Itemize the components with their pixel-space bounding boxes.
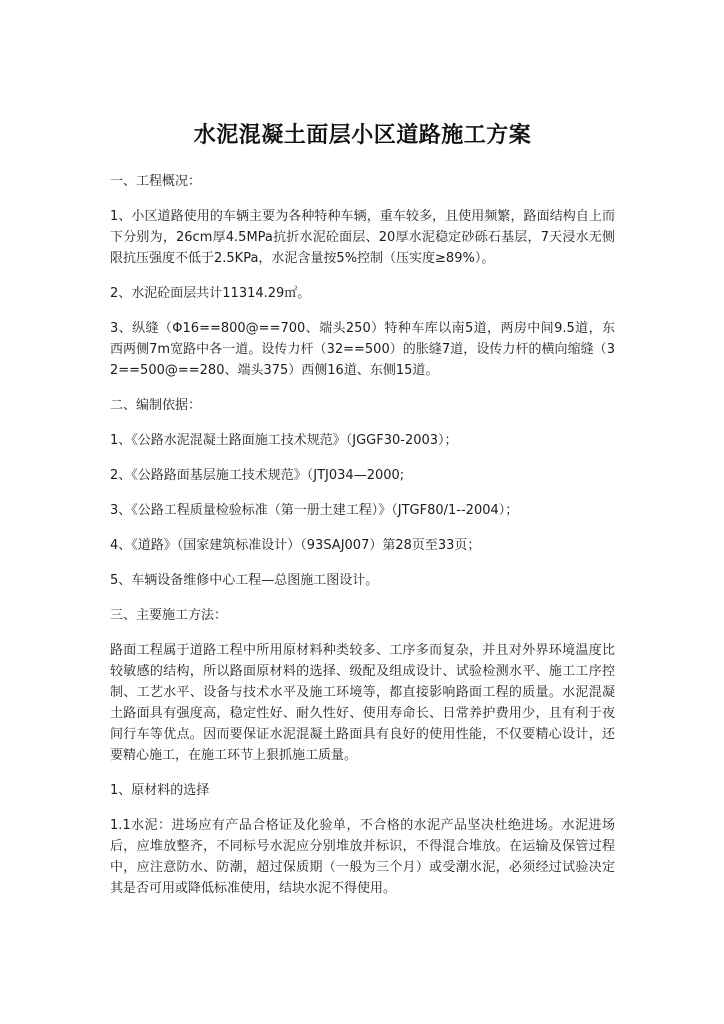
- paragraph-cement: 1.1水泥：进场应有产品合格证及化验单，不合格的水泥产品坚决杜绝进场。水泥进场后，应堆放整齐，不同标号水泥应分别堆放并标识，不得混合堆放。在运输及保管过程中，应注意防水、防潮，超过保质期（一般为三个月）或受潮水泥，必须经过试验决定其是否可用或降低标准使用，结块水泥不得使用。: [110, 818, 615, 896]
- basis-item-5: 5、车辆设备维修中心工程—总图施工图设计。: [110, 573, 379, 588]
- paragraph-methods-intro: 路面工程属于道路工程中所用原材料种类较多、工序多而复杂，并且对外界环境温度比较敏感的结构，所以路面原材料的选择、级配及组成设计、试验检测水平、施工工序控制、工艺水平、设备与技术水平及施工环境等，都直接影响路面工程的质量。水泥混凝土路面具有强度高，稳定性好、耐久性好、使用寿命长、日常养护费用少，且有利于夜间行车等优点。因而要保证水泥混凝土路面具有良好的使用性能，不仅要精心设计，还要精心施工，在施工环节上狠抓施工质量。: [110, 643, 615, 763]
- basis-item-1: 1、《公路水泥混凝土路面施工技术规范》（JGGF30-2003）；: [110, 433, 458, 448]
- basis-item-4: 4、《道路》（国家建筑标准设计）（93SAJ007）第28页至33页；: [110, 538, 481, 553]
- basis-item-3: 3、《公路工程质量检验标准（第一册土建工程）》（JTGF80/1--2004）；: [110, 503, 519, 518]
- section-heading-methods: 三、主要施工方法：: [110, 608, 228, 623]
- document-title: 水泥混凝土面层小区道路施工方案: [193, 122, 532, 148]
- paragraph-joints: 3、纵缝（Φ16==800@==700、端头250）特种车库以南5道，两房中间9.5道，东西两侧7m宽路中各一道。设传力杆（32==500）的胀缝7道，设传力杆的横向缩缝（32==500@==280、端头375）西侧16道、东侧15道。: [110, 321, 615, 378]
- subheading-materials: 1、原材料的选择: [110, 783, 210, 798]
- paragraph-area: 2、水泥砼面层共计11314.29㎡。: [110, 286, 311, 301]
- section-heading-basis: 二、编制依据：: [110, 398, 202, 413]
- document-body: [110, 118, 615, 913]
- paragraph-road-structure: 1、小区道路使用的车辆主要为各种特种车辆，重车较多，且使用频繁，路面结构自上而下分别为，26cm厚4.5MPa抗折水泥砼面层、20厚水泥稳定砂砾石基层，7天浸水无侧限抗压强度不低于2.5KPa，水泥含量按5%控制（压实度≥89%）。: [110, 209, 615, 266]
- section-heading-overview: 一、工程概况：: [110, 174, 202, 189]
- basis-item-2: 2、《公路路面基层施工技术规范》（JTJ034—2000;: [110, 468, 405, 483]
